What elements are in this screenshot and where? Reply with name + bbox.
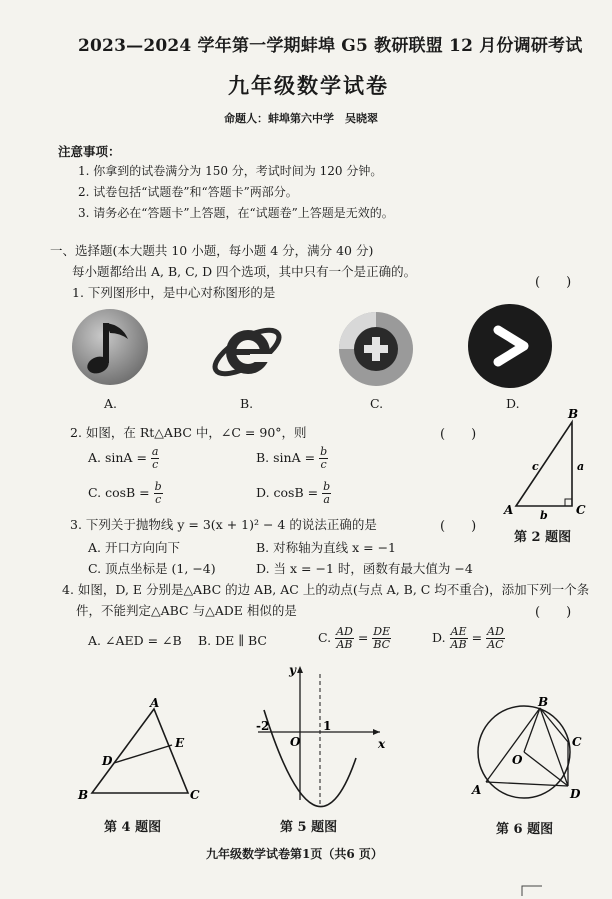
q4-option-d-fraction-2 [486,626,505,651]
q2-option-a-den: c [152,458,159,471]
fig2-label-b-vertex: B [568,408,579,421]
corner-crop-mark-icon [520,884,544,898]
note-item-1: 1. 你拿到的试卷满分为 150 分，考试时间为 120 分钟。 [78,164,383,178]
q3-option-d: D. 当 x = −1 时，函数有最大值为 −4 [256,561,473,576]
q4-option-a: A. ∠AED = ∠B [88,633,182,648]
q3-option-a: A. 开口方向向下 [88,540,180,555]
fig6-label-c: C [572,735,582,749]
q2-option-c-den: c [155,493,162,506]
fig6-label-o: O [512,753,523,767]
exam-title: 2023—2024 学年第一学期蚌埠 G5 教研联盟 12 月份调研考试 [78,36,583,56]
q4-option-d-equals: = [471,630,483,645]
q2-option-b-num: b [320,445,328,458]
fig5-label-x: x [378,737,386,751]
q2-option-b-prefix: B. sinA = [256,450,316,465]
q4-option-c-fraction-1 [335,626,354,651]
q4-answer-paren: ( ) [535,605,572,620]
fig4-triangle [74,695,214,805]
note-item-2: 2. 试卷包括“试题卷”和“答题卡”两部分。 [78,185,298,199]
q2-option-d-den: a [323,493,330,506]
q1-label-a: A. [104,396,118,411]
q4-option-d-den-1: AB [450,638,467,651]
q4-stem-line1: 4. 如图，D, E 分别是△ABC 的边 AB, AC 上的动点(与点 A, B, C 均不重合)，添加下列一个条 [62,582,590,597]
q2-stem: 2. 如图，在 Rt△ABC 中，∠C = 90°，则 [70,425,307,440]
q4-option-d-prefix: D. [432,630,446,645]
q4-option-c-num-1: AD [336,625,353,638]
fig4-caption: 第 4 题图 [104,820,162,835]
q1-icon-ie-logo-icon [208,312,286,390]
q1-icon-music-note-icon [70,305,150,389]
section1-heading: 一、选择题(本大题共 10 小题，每小题 4 分，满分 40 分) [50,243,374,258]
fig6-label-d: D [570,787,581,801]
fig6-caption: 第 6 题图 [496,822,554,837]
fig2-caption: 第 2 题图 [514,530,572,545]
q4-option-c-fraction-2 [372,626,391,651]
q4-option-d [432,626,505,651]
q1-label-d: D. [506,396,520,411]
fig2-label-c-vertex: C [576,503,586,517]
q2-option-d-num: b [323,480,331,493]
q4-option-c-num-2: DE [373,625,391,638]
fig5-label-origin: O [290,735,301,749]
fig5-caption: 第 5 题图 [280,820,338,835]
author-line: 命题人：蚌埠第六中学 吴晓翠 [224,112,378,125]
q3-option-c: C. 顶点坐标是 (1, −4) [88,561,216,576]
fig2-label-side-c: c [532,460,539,473]
q1-label-b: B. [240,396,254,411]
fig4-label-c: C [190,788,200,802]
q3-answer-paren: ( ) [440,519,477,534]
q2-option-d-prefix: D. cosB = [256,485,319,500]
fig6-circle [468,694,590,810]
paper-subtitle: 九年级数学试卷 [228,73,389,98]
q1-icon-play-arrow-icon [466,302,554,390]
q2-option-c-fraction [154,481,163,506]
q2-option-d [256,481,331,506]
note-item-3: 3. 请务必在“答题卡”上答题，在“试题卷”上答题是无效的。 [78,206,394,220]
q2-option-d-fraction [322,481,331,506]
q2-option-c-num: b [154,480,162,493]
fig2-label-side-b: b [540,509,548,520]
section1-instruction: 每小题都给出 A, B, C, D 四个选项，其中只有一个是正确的。 [72,264,417,279]
fig6-label-a: A [472,783,482,797]
q2-option-a-num: a [151,445,159,458]
fig6-label-b: B [538,695,549,709]
q4-option-d-num-1: AE [450,625,467,638]
fig2-label-side-a: a [577,460,585,473]
q4-option-c-den-1: AB [336,638,353,651]
q4-option-c-den-2: BC [373,638,391,651]
q2-option-a-prefix: A. sinA = [88,450,147,465]
q4-option-d-fraction-1 [450,626,468,651]
fig5-label-y: y [289,663,296,677]
q2-option-a-fraction [151,446,160,471]
q4-option-c [318,626,391,651]
q4-option-c-equals: = [357,630,369,645]
q4-option-d-num-2: AD [487,625,504,638]
q3-option-b: B. 对称轴为直线 x = −1 [256,540,397,555]
fig2-right-triangle [500,408,600,520]
q1-stem: 1. 下列图形中，是中心对称图形的是 [72,285,276,300]
fig4-label-d: D [102,754,113,768]
q2-option-a [88,446,159,471]
q4-option-d-den-2: AC [487,638,504,651]
fig5-label-neg2: -2 [256,719,270,733]
q2-answer-paren: ( ) [440,427,477,442]
q2-option-c [88,481,163,506]
q2-option-c-prefix: C. cosB = [88,485,150,500]
fig4-label-a: A [150,696,160,710]
q1-label-c: C. [370,396,384,411]
q4-stem-line2: 件，不能判定△ABC 与△ADE 相似的是 [76,603,297,618]
q1-answer-paren: ( ) [535,275,572,290]
notes-heading: 注意事项： [58,144,121,159]
q4-option-b: B. DE ∥ BC [198,633,267,648]
fig5-label-1: 1 [323,719,332,733]
fig4-label-e: E [175,736,185,750]
q2-option-b [256,446,328,471]
page-footer: 九年级数学试卷第1页（共6 页） [206,847,383,861]
fig5-parabola-graph [250,660,390,810]
q2-option-b-fraction [319,446,328,471]
q1-icon-plus-circle-icon [336,309,416,389]
q4-option-c-prefix: C. [318,630,332,645]
fig2-label-a-vertex: A [504,503,514,517]
q3-stem: 3. 下列关于抛物线 y = 3(x + 1)² − 4 的说法正确的是 [70,517,377,532]
q2-option-b-den: c [320,458,327,471]
fig4-label-b: B [78,788,89,802]
